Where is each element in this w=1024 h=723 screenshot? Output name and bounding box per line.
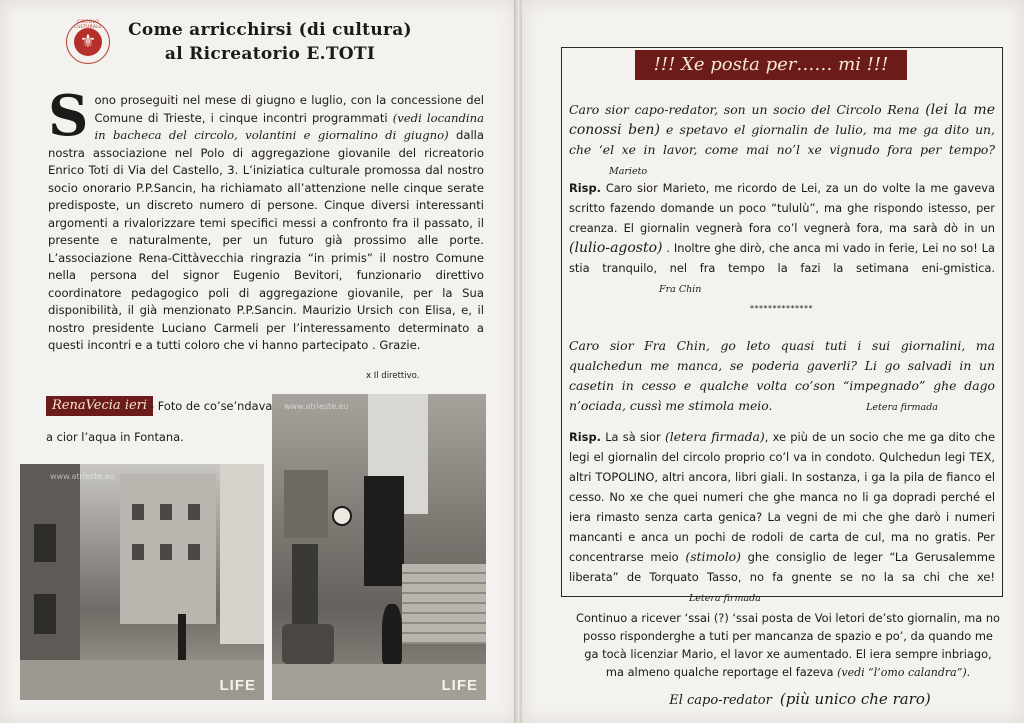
article-title	[120, 18, 420, 66]
title-line-2: al Ricreatorio E.TOTI	[164, 44, 376, 64]
reply-1-signature: Fra Chin	[659, 284, 702, 295]
fleur-de-lis-icon: ⚜	[74, 28, 102, 56]
photo-caption-line-2: a cior l’aqua in Fontana.	[46, 430, 184, 444]
circle-logo	[66, 20, 110, 64]
article-signature: x Il direttivo.	[366, 371, 420, 381]
reply-1-text: Caro sior Marieto, me ricordo de Lei, za un do volte la me gaveva scritto fazendo domande un poco “tululù”, ma ghe rispondo istesso, per creanza. El giornalin vegnerà fora co’l vegnerà fora, ma sarà dò in un	[569, 181, 996, 235]
reply-2-text-b: , xe più de un socio che me ga dito che legi el giornalin del circolo proprio co’l va in condoto. Qulchedun legi TEX, altri TOPOLINO, altri ancora, libri giali. In sostanza, i ga la pila de fianco el cesso. No xe che quei numeri che ghe manca no li ga dopradi perché el iera rimasto senza carta genica? La vegni de mi che ghe darò i numeri mancanti e anca un pochi de rodoli de carta de cul, ma no gratis. Per concentrarse meio	[569, 430, 996, 564]
reply-2-aside: (letera firmada)	[664, 429, 765, 444]
reply-2-aside-2: (stimolo)	[685, 549, 741, 564]
letter-1-text-b: e spetavo el giornalin de lulio, ma me ga dito un, che ‘el xe in lavor, come mai no’l xe vignudo fora per tempo?	[569, 122, 995, 157]
article-text-b: dalla nostra associazione nel Polo di aggregazione giovanile del ricreatorio Enrico Toti di Via del Castello, 3. L’iniziatica culturale promossa dal nostro socio onorario P.P.Sancin, ha richiamato all’attenzione nelle cinque serate predisposte, un discreto numero di persone. Cinque diversi interessanti argomenti a rivalorizzare temi specifici messi a confronto fra il passato, il presente e naturalmente, per un futuro già prossimo alle porte. L’associazione Rena-Cittàvecchia ringrazia “in primis” il nostro Comune nella persona del signor Eugenio Bevitori, funzionario direttivo coordinatore pedagogico poli di aggregazione giovanile, per la Sua disponibilità, il già menzionato P.P.Sancin. Maurizio Ursich con Elisa, e, il nostro presidente Luciano Carmeli per l’interessamento determinato a questi incontri e a tutti coloro che vi hanno partecipato . Grazie.	[48, 128, 484, 352]
editor-motto: (più unico che raro)	[779, 690, 931, 708]
logo-ring-text: CIRCOLO CULTURALE	[73, 20, 103, 30]
editor-title: El capo-redator	[669, 693, 772, 708]
editor-signature	[640, 690, 960, 708]
article-body	[48, 83, 484, 355]
reply-2-text-c: ghe consiglio de leger “La Gerusalemme liberata” de Torquato Tasso, no fa gnente se no la sa chi che xe!	[569, 550, 995, 584]
photo-watermark: www.atrieste.eu	[284, 402, 349, 411]
reader-letter-1	[569, 100, 995, 182]
letter-2-signature: Letera firmada	[866, 402, 938, 413]
footer-text: Continuo a ricever ‘ssai (?) ‘ssai posta de Voi letori de’sto giornalin, ma no posso risponderghe a tuti per mancanza de spazio e po’, da quando me ga tocà licenziar Mario, el lavor xe aumentado. El iera sempre inbriago, ma almeno qualche reportage el fazeva	[576, 611, 1001, 679]
letter-1-signature: Marieto	[609, 166, 648, 177]
reply-1-text-b: . Inoltre ghe dirò, che anca mi vado in ferie, Lei no so! La stia tranquilo, nel fra tempo la fazi la setimana eni-gmistica.	[569, 241, 995, 275]
reply-2-text: La sà sior	[605, 430, 665, 444]
article-text-italic: (vedi locandina in bacheca del circolo, volantini e giornalino di giugno)	[94, 110, 484, 142]
drop-cap: S	[48, 83, 89, 149]
photo-caption-tag: RenaVecia ieri	[46, 396, 153, 416]
reply-label: Risp.	[569, 181, 601, 195]
footer-aside: (vedi “l’omo calandra”).	[837, 666, 971, 679]
mail-column-banner: !!! Xe posta per…… mi !!!	[635, 50, 907, 80]
section-divider: **************	[750, 304, 813, 313]
historic-photo-street	[20, 464, 264, 700]
historic-photo-fountain	[272, 394, 486, 700]
reply-1-aside: (lulio-agosto)	[569, 240, 663, 256]
reader-letter-2	[569, 336, 995, 418]
letter-2-text: Caro sior Fra Chin, go leto quasi tuti i sui giornalini, ma qualchedun me manca, se poderia gaverli? Li go salvadi in un casetin in cesso e qualche volta co’son “impegnado” ghe dago n’ociada, cussì me stimola meio.	[569, 338, 995, 413]
reply-2-signature: Letera firmada	[689, 593, 761, 604]
letter-1-text: Caro sior capo-redator, son un socio del Circolo Rena	[569, 102, 926, 117]
reply-1	[569, 178, 995, 300]
life-brand-mark: LIFE	[441, 677, 478, 694]
life-brand-mark: LIFE	[219, 677, 256, 694]
photo-caption: - Foto de co’se’ndava	[150, 399, 273, 413]
letter-1-aside: (lei la me conossi ben)	[569, 102, 995, 138]
reply-2	[569, 427, 995, 609]
photo-watermark: www.atrieste.eu	[50, 472, 115, 481]
title-line-1: Come arricchirsi (di cultura)	[128, 20, 412, 40]
article-text-a: ono proseguiti nel mese di giugno e luglio, con la concessione del Comune di Trieste, i cinque incontri programmati	[94, 93, 484, 125]
reply-label: Risp.	[569, 430, 601, 444]
editor-footer-note	[576, 609, 1000, 682]
